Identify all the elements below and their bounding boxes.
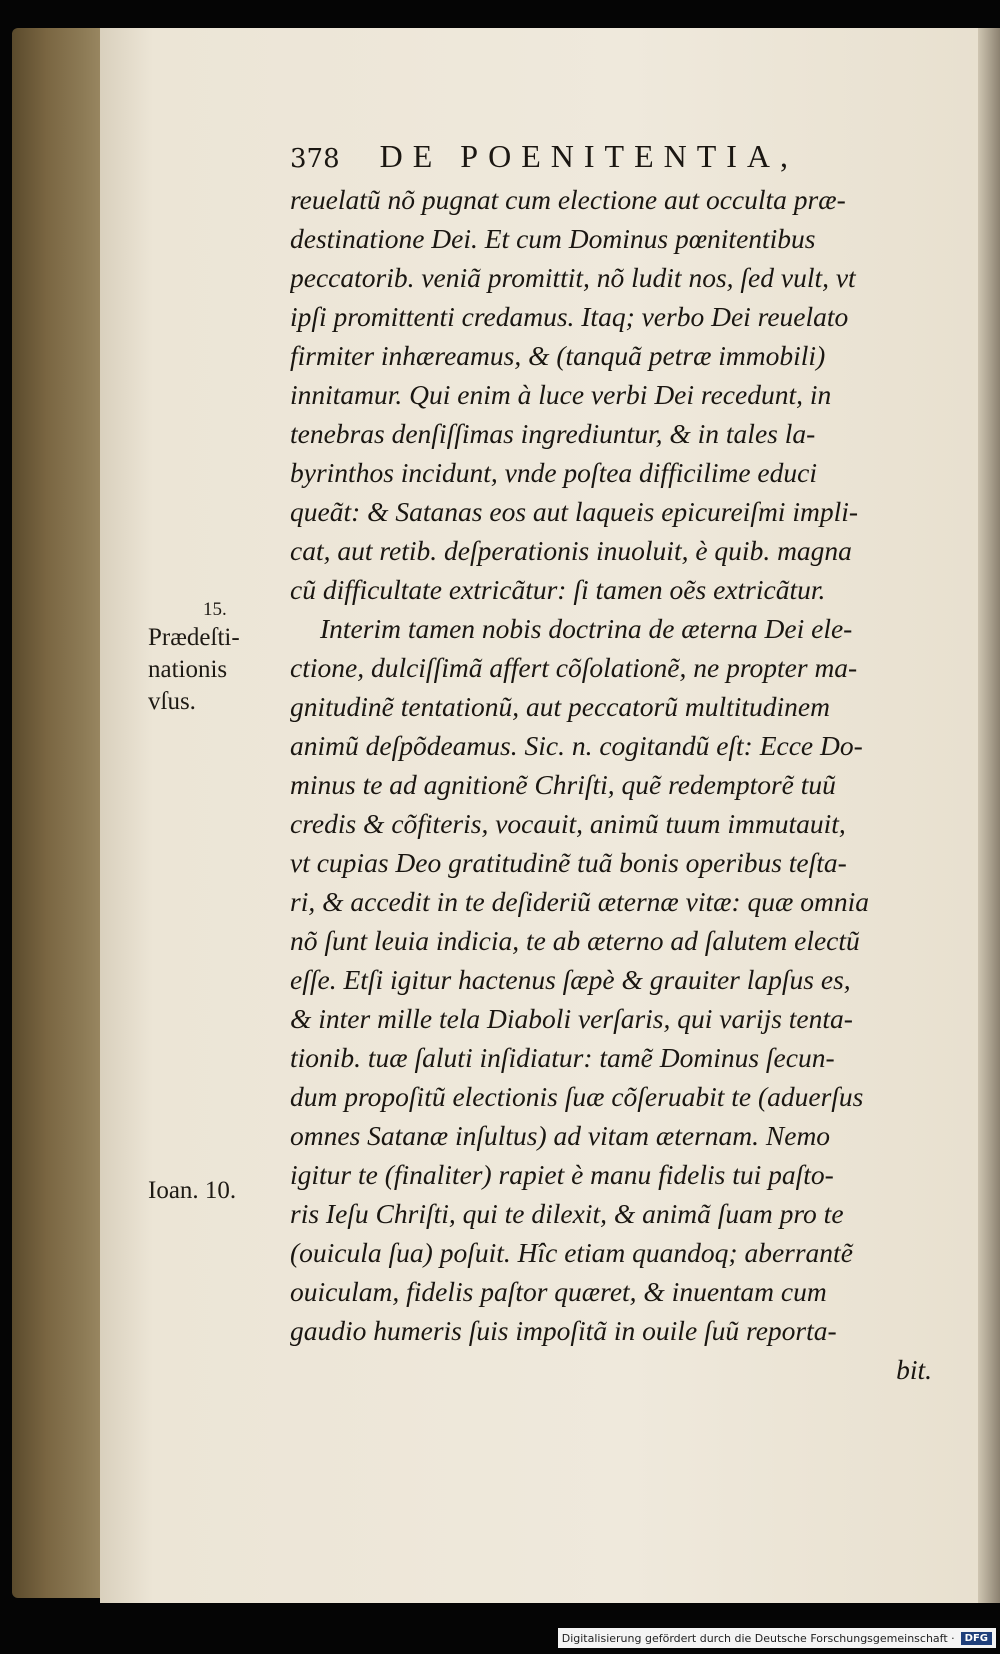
book-edge xyxy=(12,28,112,1598)
text-line: Interim tamen nobis doctrina de æterna Dei ele- xyxy=(320,613,853,644)
digitization-footer xyxy=(558,1628,996,1648)
page-number: 378 xyxy=(290,144,340,174)
text-line: tenebras denſiſſimas ingrediuntur, & in tales la- xyxy=(290,418,816,449)
text-line: firmiter inhæreamus, & (tanquã petræ immobili) xyxy=(290,340,826,371)
text-line: reuelatũ nõ pugnat cum electione aut occulta præ- xyxy=(290,184,846,215)
margin-note-reference: Ioan. 10. xyxy=(148,1177,237,1204)
text-line: & inter mille tela Diaboli verſaris, qui varijs tenta- xyxy=(290,1003,853,1034)
text-line: igitur te (finaliter) rapiet è manu fidelis tui paſto- xyxy=(290,1159,834,1190)
text-line: tionib. tuæ ſaluti inſidiatur: tamẽ Dominus ſecun- xyxy=(290,1042,835,1073)
margin-note-line: nationis xyxy=(148,656,228,683)
text-line: destinatione Dei. Et cum Dominus pœnitentibus xyxy=(290,223,816,254)
text-line: cũ difficultate extricãtur: ſi tamen oẽs extricãtur. xyxy=(290,574,826,605)
text-line: omnes Satanæ inſultus) ad vitam æternam. Nemo xyxy=(290,1120,831,1151)
text-line: credis & cõfiteris, vocauit, animũ tuum immutauit, xyxy=(290,808,846,839)
text-line: queãt: & Satanas eos aut laqueis epicureiſmi impli- xyxy=(290,496,859,527)
text-line: gnitudinẽ tentationũ, aut peccatorũ multitudinem xyxy=(290,691,830,722)
text-line: eſſe. Etſi igitur hactenus ſæpè & grauiter lapſus es, xyxy=(290,964,851,995)
body-text xyxy=(290,180,940,1389)
text-line: minus te ad agnitionẽ Chriſti, quẽ redemptorẽ tuũ xyxy=(290,769,836,800)
margin-note-predestination xyxy=(148,598,268,718)
dfg-logo: DFG xyxy=(961,1632,992,1645)
text-line: (ouicula ſua) poſuit. Hîc etiam quandoq; aberrantẽ xyxy=(290,1237,853,1268)
text-line: gaudio humeris ſuis impoſitã in ouile ſuũ reporta- xyxy=(290,1315,837,1346)
text-line: animũ deſpõdeamus. Sic. n. cogitandũ eſt: Ecce Do- xyxy=(290,730,863,761)
text-line: ris Ieſu Chriſti, qui te dilexit, & animã ſuam pro te xyxy=(290,1198,844,1229)
footer-credit: Digitalisierung gefördert durch die Deutsche Forschungsgemeinschaft · xyxy=(561,1631,955,1645)
text-line: innitamur. Qui enim à luce verbi Dei recedunt, in xyxy=(290,379,832,410)
text-line: ri, & accedit in te deſideriũ æternæ vitæ: quæ omnia xyxy=(290,886,869,917)
text-line: bit. xyxy=(896,1354,932,1385)
margin-note-line: vſus. xyxy=(148,688,196,715)
page-edge-right xyxy=(978,28,1000,1603)
page-header xyxy=(290,138,850,175)
text-line: cat, aut retib. deſperationis inuoluit, è quib. magna xyxy=(290,535,852,566)
text-line: ctione, dulciſſimã affert cõſolationẽ, ne propter ma- xyxy=(290,652,858,683)
text-line: peccatorib. veniã promittit, nõ ludit nos, ſed vult, vt xyxy=(290,262,856,293)
margin-note-number: 15. xyxy=(203,599,227,620)
text-line: ipſi promittenti credamus. Itaq; verbo Dei reuelato xyxy=(290,301,849,332)
text-line: dum propoſitũ electionis ſuæ cõſeruabit te (aduerſus xyxy=(290,1081,864,1112)
margin-note-line: Prædeſti- xyxy=(148,624,240,651)
text-line: nõ ſunt leuia indicia, te ab æterno ad ſalutem electũ xyxy=(290,925,860,956)
running-title: DE POENITENTIA, xyxy=(379,138,799,174)
text-line: ouiculam, fidelis paſtor quæret, & inuentam cum xyxy=(290,1276,827,1307)
text-line: vt cupias Deo gratitudinẽ tuã bonis operibus teſta- xyxy=(290,847,847,878)
text-line: byrinthos incidunt, vnde poſtea difficilime educi xyxy=(290,457,817,488)
